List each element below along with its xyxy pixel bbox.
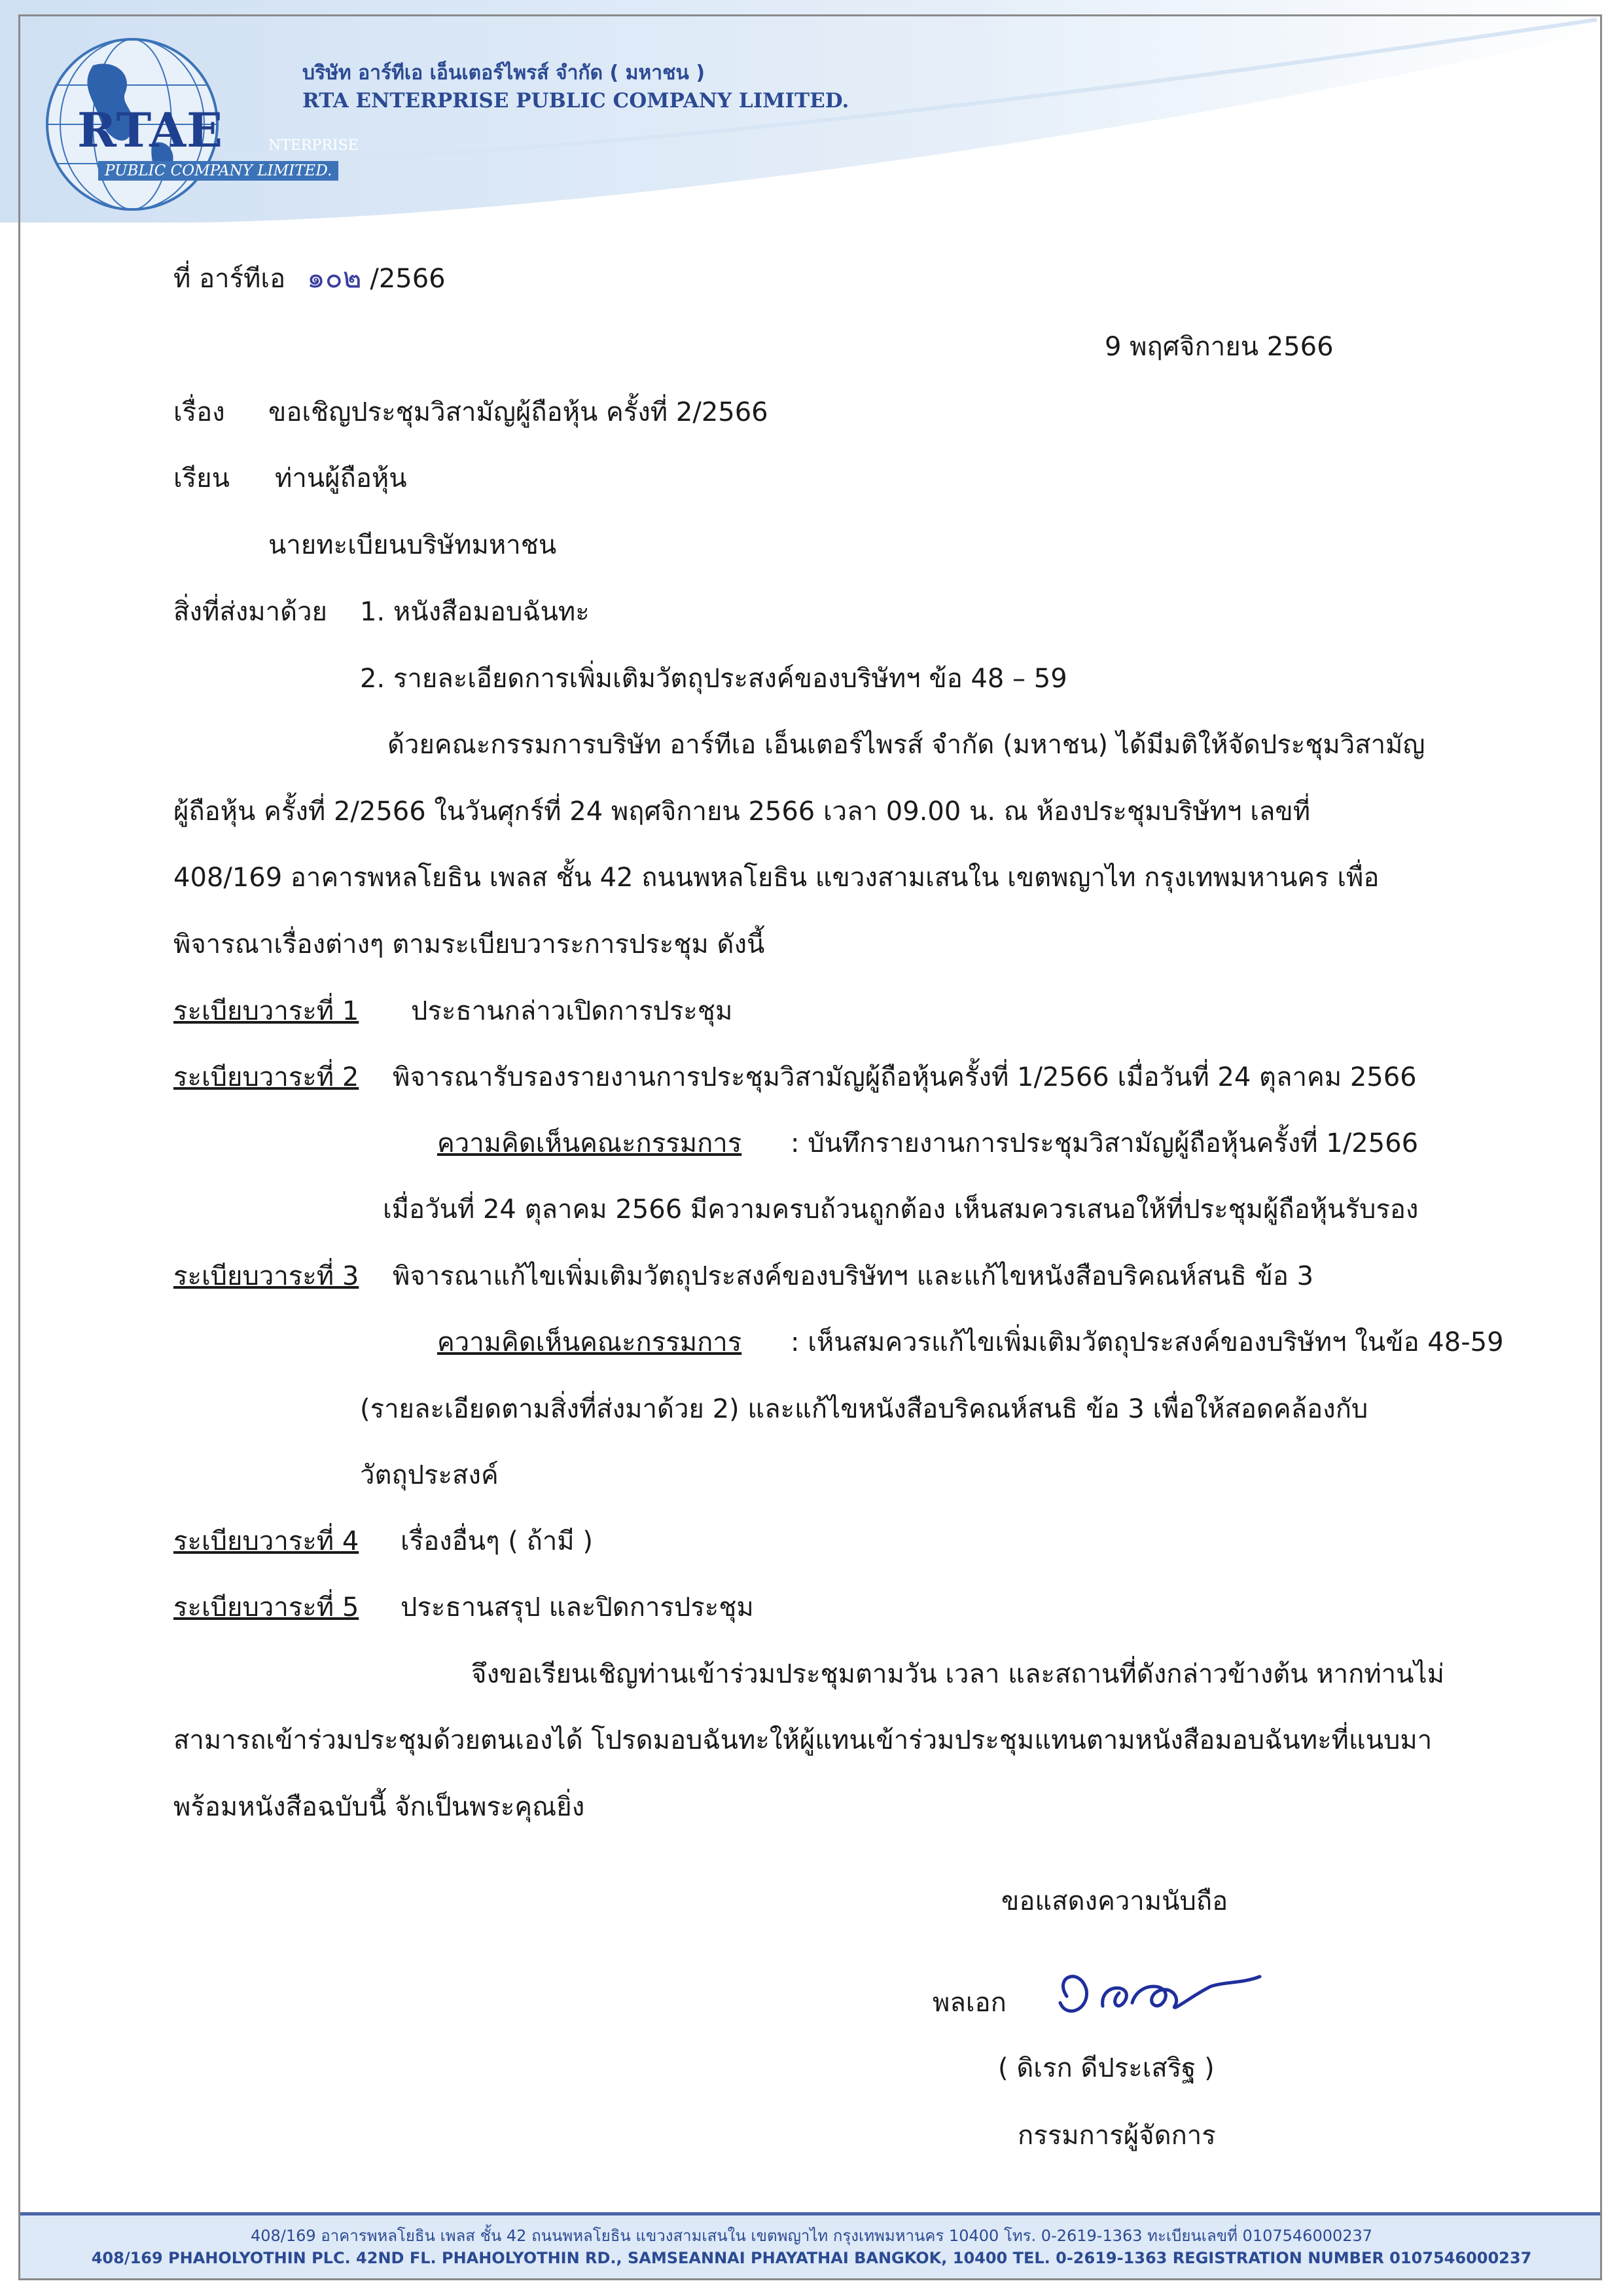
signer-title: กรรมการผู้จัดการ <box>1018 2121 1216 2151</box>
enclosure-item-2: 2. รายละเอียดการเพิ่มเติมวัตถุประสงค์ของบริษัทฯ ข้อ 48 – 59 <box>360 664 1067 694</box>
reference-handwritten-number: ๑๐๒ <box>306 261 362 295</box>
page-border <box>18 14 1602 2280</box>
company-name-thai: บริษัท อาร์ทีเอ เอ็นเตอร์ไพรส์ จำกัด ( มหาชน ) <box>302 62 705 84</box>
subject-text: ขอเชิญประชุมวิสามัญผู้ถือหุ้น ครั้งที่ 2/2566 <box>268 397 768 427</box>
agenda-2-board-opinion: : บันทึกรายงานการประชุมวิสามัญผู้ถือหุ้นครั้งที่ 1/2566 <box>791 1128 1419 1158</box>
subject-label: เรื่อง <box>173 397 225 427</box>
agenda-1-text: ประธานกล่าวเปิดการประชุม <box>411 996 733 1026</box>
agenda-5-label: ระเบียบวาระที่ 5 <box>173 1592 359 1623</box>
to-label: เรียน <box>173 463 230 493</box>
signer-rank: พลเอก <box>933 1988 1007 2018</box>
agenda-3-text: พิจารณาแก้ไขเพิ่มเติมวัตถุประสงค์ของบริษัทฯ และแก้ไขหนังสือบริคณห์สนธิ ข้อ 3 <box>393 1261 1314 1291</box>
recipient-registrar: นายทะเบียนบริษัทมหาชน <box>268 530 557 560</box>
agenda-3-board-opinion-label: ความคิดเห็นคณะกรรมการ <box>437 1327 742 1357</box>
company-name-english: RTA ENTERPRISE PUBLIC COMPANY LIMITED. <box>302 89 849 113</box>
intro-paragraph-line: ผู้ถือหุ้น ครั้งที่ 2/2566 ในวันศุกร์ที่ 24 พฤศจิกายน 2566 เวลา 09.00 น. ณ ห้องประชุมบริษัทฯ เลขที่ <box>173 797 1311 827</box>
agenda-4-text: เรื่องอื่นๆ ( ถ้ามี ) <box>401 1526 593 1556</box>
reference-prefix: ที่ อาร์ทีเอ <box>173 264 286 294</box>
agenda-2-board-opinion-label: ความคิดเห็นคณะกรรมการ <box>437 1128 742 1158</box>
closing-paragraph-line: สามารถเข้าร่วมประชุมด้วยตนเองได้ โปรดมอบฉันทะให้ผู้แทนเข้าร่วมประชุมแทนตามหนังสือมอบฉันทะที่แนบมา <box>173 1725 1433 1755</box>
footer-address-thai: 408/169 อาคารพหลโยธิน เพลส ชั้น 42 ถนนพหลโยธิน แขวงสามเสนใน เขตพญาไท กรุงเทพมหานคร 10400 โทร. 0-2619-1363 ทะเบียนเลขที่ 0107546000237 <box>250 2227 1373 2245</box>
agenda-3-board-opinion: : เห็นสมควรแก้ไขเพิ่มเติมวัตถุประสงค์ของบริษัทฯ ในข้อ 48-59 <box>791 1327 1504 1357</box>
logo-subtitle: NTERPRISE <box>268 137 359 154</box>
intro-paragraph-line: พิจารณาเรื่องต่างๆ ตามระเบียบวาระการประชุม ดังนี้ <box>173 929 765 960</box>
enclosure-label: สิ่งที่ส่งมาด้วย <box>173 597 327 627</box>
reference-suffix: /2566 <box>370 264 446 294</box>
recipient-shareholders: ท่านผู้ถือหุ้น <box>275 463 407 493</box>
footer-address-english: 408/169 PHAHOLYOTHIN PLC. 42ND FL. PHAHOLYOTHIN RD., SAMSEANNAI PHAYATHAI BANGKOK, 10400 TEL. 0-2619-1363 REGISTRATION NUMBER 0107546000237 <box>91 2249 1532 2267</box>
agenda-2-text: พิจารณารับรองรายงานการประชุมวิสามัญผู้ถือหุ้นครั้งที่ 1/2566 เมื่อวันที่ 24 ตุลาคม 2566 <box>393 1062 1417 1092</box>
letter-date: 9 พฤศจิกายน 2566 <box>1105 332 1334 362</box>
closing-paragraph-line: จึงขอเรียนเชิญท่านเข้าร่วมประชุมตามวัน เวลา และสถานที่ดังกล่าวข้างต้น หากท่านไม่ <box>471 1659 1444 1689</box>
agenda-2-board-opinion-cont: เมื่อวันที่ 24 ตุลาคม 2566 มีความครบถ้วนถูกต้อง เห็นสมควรเสนอให้ที่ประชุมผู้ถือหุ้นรับรอง <box>383 1194 1419 1225</box>
agenda-4-label: ระเบียบวาระที่ 4 <box>173 1526 359 1556</box>
logo-wordmark: RTAE <box>77 102 223 158</box>
agenda-1-label: ระเบียบวาระที่ 1 <box>173 996 359 1026</box>
intro-paragraph-line: ด้วยคณะกรรมการบริษัท อาร์ทีเอ เอ็นเตอร์ไพรส์ จำกัด (มหาชน) ได้มีมติให้จัดประชุมวิสามัญ <box>387 730 1425 760</box>
closing-paragraph-line: พร้อมหนังสือฉบับนี้ จักเป็นพระคุณยิ่ง <box>173 1792 585 1822</box>
agenda-3-board-opinion-cont: (รายละเอียดตามสิ่งที่ส่งมาด้วย 2) และแก้ไขหนังสือบริคณห์สนธิ ข้อ 3 เพื่อให้สอดคล้องกับ <box>360 1394 1368 1424</box>
logo-subtitle-2: PUBLIC COMPANY LIMITED. <box>98 161 338 181</box>
agenda-2-label: ระเบียบวาระที่ 2 <box>173 1062 359 1092</box>
agenda-5-text: ประธานสรุป และปิดการประชุม <box>401 1592 754 1623</box>
closing-regards: ขอแสดงความนับถือ <box>1001 1886 1228 1916</box>
agenda-3-label: ระเบียบวาระที่ 3 <box>173 1261 359 1291</box>
agenda-3-board-opinion-cont: วัตถุประสงค์ <box>360 1460 499 1490</box>
signer-name: ( ดิเรก ดีประเสริฐ ) <box>998 2053 1215 2083</box>
enclosure-item-1: 1. หนังสือมอบฉันทะ <box>360 597 590 627</box>
intro-paragraph-line: 408/169 อาคารพหลโยธิน เพลส ชั้น 42 ถนนพหลโยธิน แขวงสามเสนใน เขตพญาไท กรุงเทพมหานคร เพื่อ <box>173 863 1380 893</box>
